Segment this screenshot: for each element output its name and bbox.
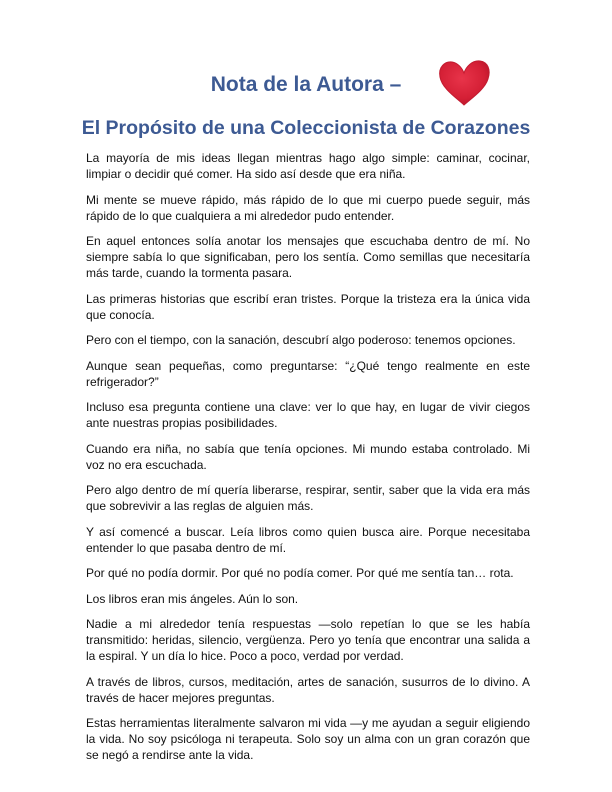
paragraph: Mi mente se mueve rápido, más rápido de lo que mi cuerpo puede seguir, más rápido de lo que cualquiera a mi alrededor pudo entender. (86, 192, 530, 223)
paragraph: Los libros eran mis ángeles. Aún lo son. (86, 591, 299, 606)
paragraph: Pero algo dentro de mí quería liberarse, respirar, sentir, saber que la vida era más que sobrevivir a las reglas de alguien más. (86, 483, 530, 513)
paragraph: A través de libros, cursos, meditación, artes de sanación, susurros de lo divino. A través de hacer mejores preguntas. (86, 674, 530, 705)
paragraph: Por qué no podía dormir. Por qué no podía comer. Por qué me sentía tan… rota. (86, 566, 514, 580)
heart-icon (436, 58, 492, 108)
paragraph: Pero con el tiempo, con la sanación, descubrí algo poderoso: tenemos opciones. (86, 333, 516, 347)
paragraph: Estas herramientas literalmente salvaron mi vida —y me ayudan a seguir eligiendo la vida. No soy psicóloga ni terapeuta. Solo soy un alma con un gran corazón que se negó a rendirse ante la vida. (86, 716, 530, 762)
paragraph: Nadie a mi alrededor tenía respuestas —solo repetían lo que se les había transmitido: heridas, silencio, vergüenza. Pero yo tenía que encontrar una salida a la espiral. Y un día lo hice. Poco a poco, verdad por verdad. (86, 617, 530, 663)
paragraph: Aunque sean pequeñas, como preguntarse: “¿Qué tengo realmente en este refrigerador?” (86, 358, 530, 389)
paragraph: Incluso esa pregunta contiene una clave: ver lo que hay, en lugar de vivir ciegos ante nuestras propias posibilidades. (86, 400, 530, 430)
paragraph: Cuando era niña, no sabía que tenía opciones. Mi mundo estaba controlado. Mi voz no era escuchada. (86, 441, 530, 472)
paragraph: La mayoría de mis ideas llegan mientras hago algo simple: caminar, cocinar, limpiar o decidir qué comer. Ha sido así desde que era niña. (86, 151, 530, 181)
paragraph: Las primeras historias que escribí eran tristes. Porque la tristeza era la única vida que conocía. (86, 291, 530, 322)
body-text (86, 150, 530, 773)
paragraph: En aquel entonces solía anotar los mensajes que escuchaba dentro de mí. No siempre sabía lo que significaban, pero los sentía. Como semillas que necesitaría más tarde, cuando la tormenta pasara. (86, 234, 530, 280)
page-title: Nota de la Autora – (210, 73, 402, 96)
paragraph: Y así comencé a buscar. Leía libros como quien busca aire. Porque necesitaba entender lo que pasaba dentro de mí. (86, 524, 530, 555)
page-subtitle: El Propósito de una Coleccionista de Corazones (81, 117, 531, 139)
